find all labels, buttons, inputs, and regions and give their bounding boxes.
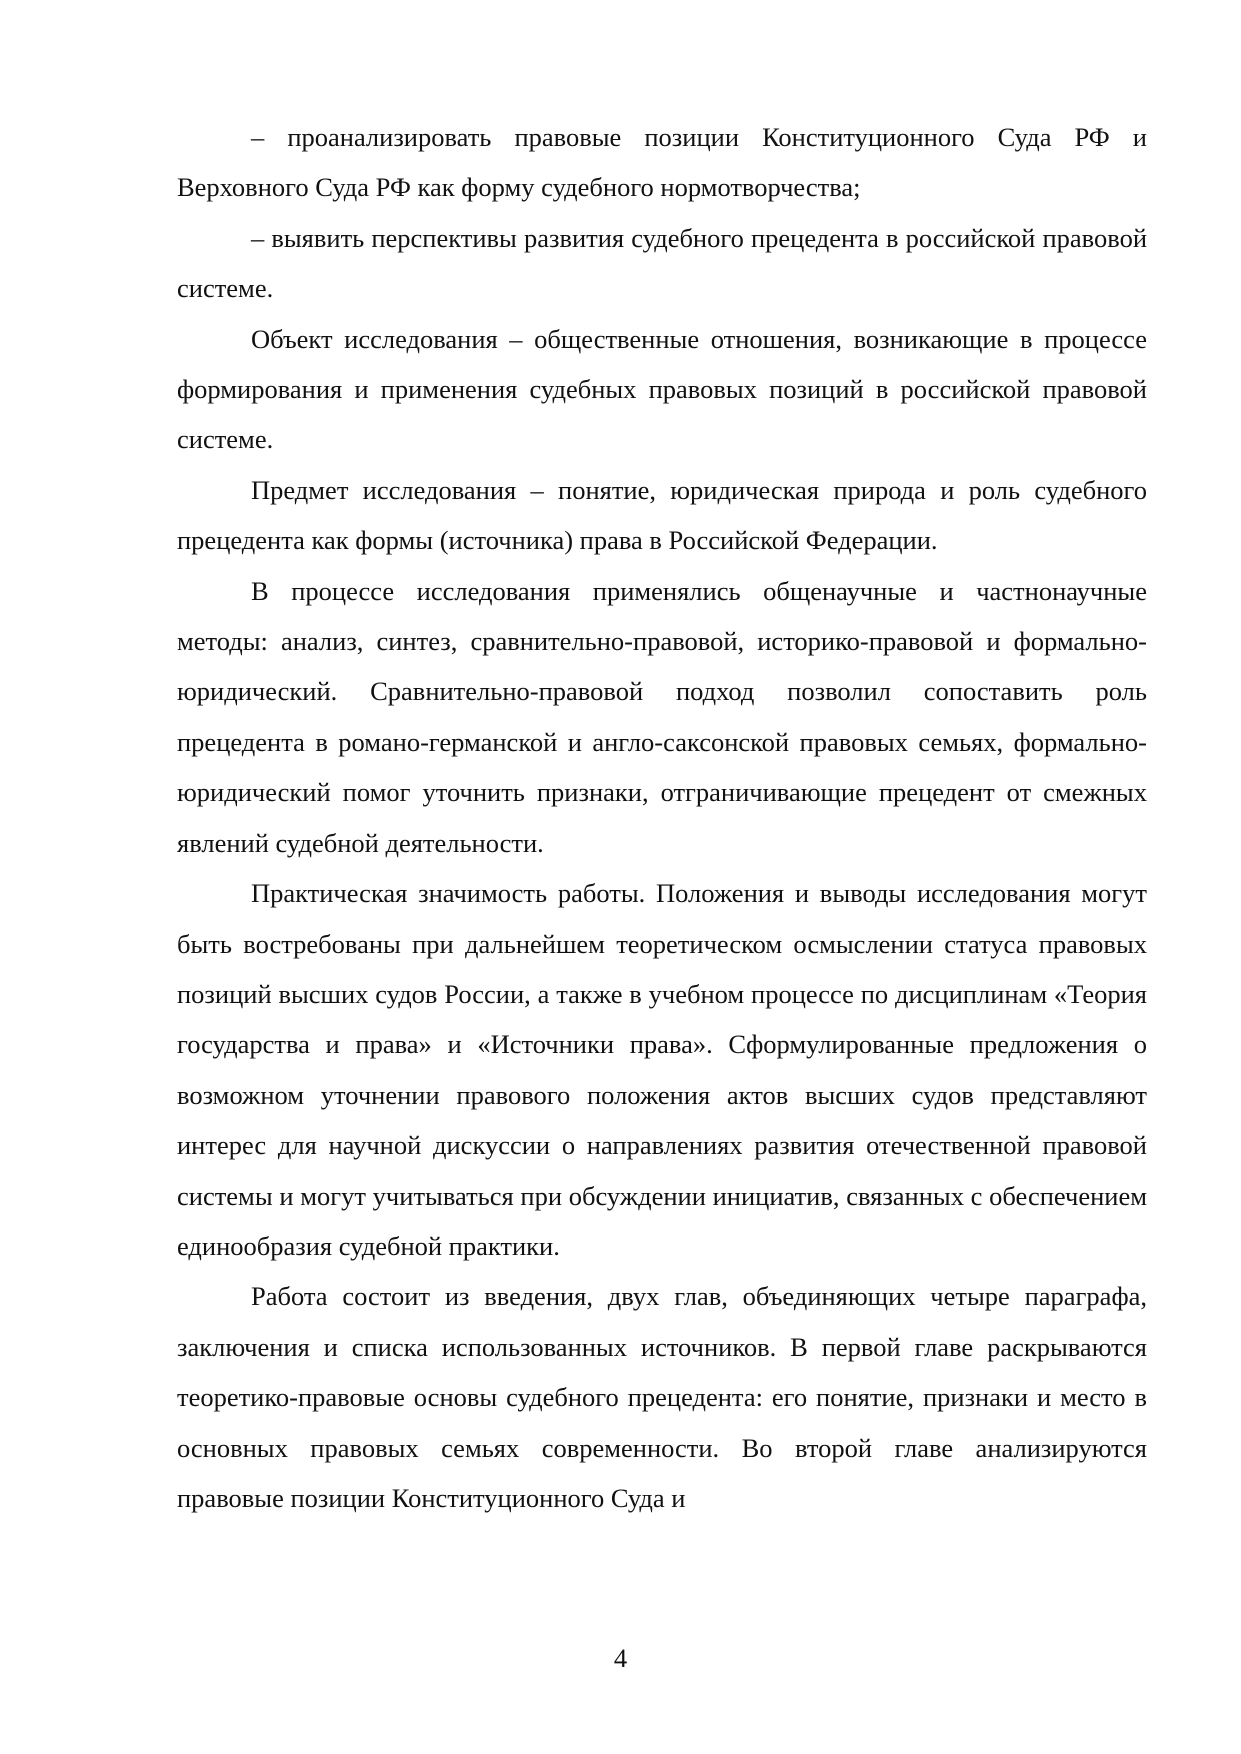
document-body: [177, 112, 1147, 1523]
paragraph-practical-significance: Практическая значимость работы. Положения и выводы исследования могут быть востребованы при дальнейшем теоретическом осмыслении статуса правовых позиций высших судов России, а также в учебном процессе по дисциплинам «Теория государства и права» и «Источники права». Сформулированные предложения о возможном уточнении правового положения актов высших судов представляют интерес для научной дискуссии о направлениях развития отечественной правовой системы и могут учитываться при обсуждении инициатив, связанных с обеспечением единообразия судебной практики.: [177, 878, 1147, 1261]
page-number: 4: [613, 1643, 628, 1673]
paragraph-research-subject: Предмет исследования – понятие, юридическая природа и роль судебного прецедента как формы (источника) права в Российской Федерации.: [177, 474, 1147, 556]
paragraph-task-prospects: – выявить перспективы развития судебного прецедента в российской правовой системе.: [177, 222, 1147, 304]
paragraph-structure: Работа состоит из введения, двух глав, объединяющих четыре параграфа, заключения и списка использованных источников. В первой главе раскрываются теоретико-правовые основы судебного прецедента: его понятие, признаки и место в основных правовых семьях современности. Во второй главе анализируются правовые позиции Конституционного Суда и: [177, 1281, 1147, 1513]
paragraph-research-object: Объект исследования – общественные отношения, возникающие в процессе формирования и применения судебных правовых позиций в российской правовой системе.: [177, 323, 1147, 455]
paragraph-task-analyze: – проанализировать правовые позиции Конституционного Суда РФ и Верховного Суда РФ как форму судебного нормотворчества;: [177, 122, 1147, 203]
paragraph-methods: В процессе исследования применялись общенаучные и частнонаучные методы: анализ, синтез, сравнительно-правовой, историко-правовой и формально-юридический. Сравнительно-правовой подход позволил сопоставить роль прецедента в романо-германской и англо-саксонской правовых семьях, формально-юридический помог уточнить признаки, отграничивающие прецедент от смежных явлений судебной деятельности.: [177, 575, 1147, 858]
